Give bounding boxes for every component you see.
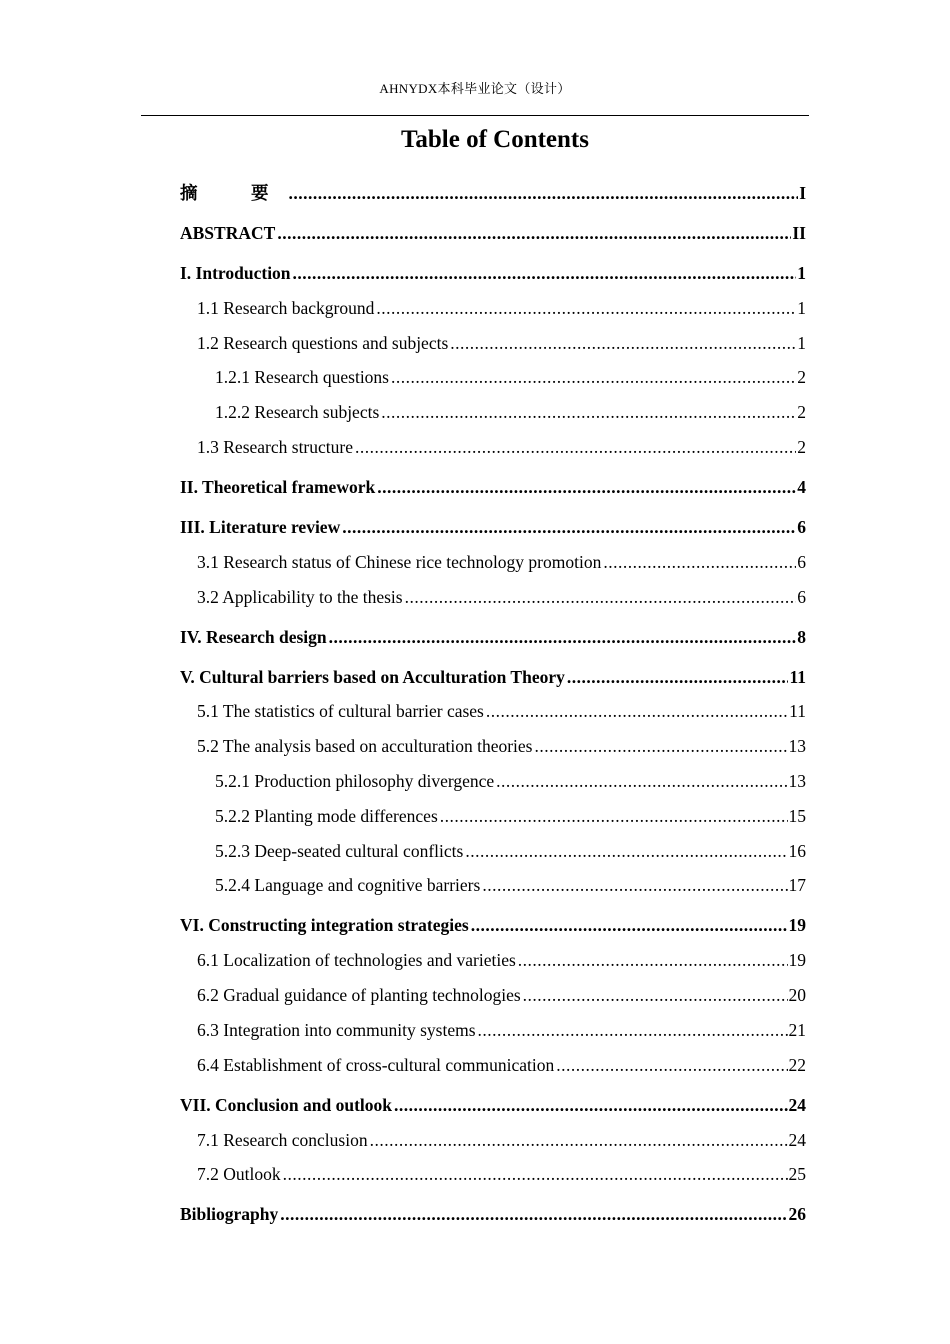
toc-entry[interactable] bbox=[0, 258, 950, 284]
dot-leader bbox=[496, 770, 787, 792]
toc-entry-label: VI. Constructing integration strategies bbox=[180, 915, 469, 935]
toc-entry[interactable] bbox=[0, 1199, 950, 1225]
toc-entry[interactable] bbox=[0, 1159, 950, 1185]
toc-entry-page: 2 bbox=[797, 367, 806, 387]
toc-entry[interactable] bbox=[0, 945, 950, 971]
toc-entry-label: 3.2 Applicability to the thesis bbox=[197, 587, 403, 607]
toc-entry[interactable] bbox=[0, 178, 950, 204]
toc-entry-page: 6 bbox=[797, 587, 806, 607]
dot-leader bbox=[280, 1203, 787, 1225]
dot-leader bbox=[355, 436, 796, 458]
toc-entry-label: 5.1 The statistics of cultural barrier cases bbox=[197, 701, 484, 721]
dot-leader bbox=[377, 476, 796, 498]
toc-entry-page: II bbox=[792, 223, 806, 243]
toc-entry-label: 5.2 The analysis based on acculturation theories bbox=[197, 736, 533, 756]
toc-entry-label: VII. Conclusion and outlook bbox=[180, 1095, 393, 1115]
dot-leader bbox=[567, 666, 789, 688]
toc-entry-page: 26 bbox=[788, 1204, 806, 1224]
toc-entry[interactable] bbox=[0, 293, 950, 319]
toc-entry-page: 22 bbox=[788, 1055, 806, 1075]
toc-entry-page: 24 bbox=[788, 1130, 806, 1150]
toc-title: Table of Contents bbox=[401, 126, 589, 153]
toc-entry-page: 24 bbox=[788, 1095, 806, 1115]
toc-entry[interactable] bbox=[0, 1015, 950, 1041]
dot-leader bbox=[376, 297, 796, 319]
toc-entry-page: 13 bbox=[788, 736, 806, 756]
toc-entry[interactable] bbox=[0, 980, 950, 1006]
toc-entry-label: 5.2.3 Deep-seated cultural conflicts bbox=[215, 841, 464, 861]
toc-entry[interactable] bbox=[0, 766, 950, 792]
toc-entry-page: 8 bbox=[797, 627, 806, 647]
dot-leader bbox=[556, 1054, 787, 1076]
toc-entry-label: V. Cultural barriers based on Acculturation Theory bbox=[180, 667, 565, 687]
toc-entry-label: 3.1 Research status of Chinese rice technology promotion bbox=[197, 552, 602, 572]
toc-entry-page: 2 bbox=[797, 402, 806, 422]
toc-entry[interactable] bbox=[0, 1050, 950, 1076]
toc-entry[interactable] bbox=[0, 731, 950, 757]
toc-entry-label: 1.2.2 Research subjects bbox=[215, 402, 380, 422]
dot-leader bbox=[277, 222, 791, 244]
toc-entry-page: 15 bbox=[788, 806, 806, 826]
toc-entry[interactable] bbox=[0, 397, 950, 423]
toc-entry-label: II. Theoretical framework bbox=[180, 477, 376, 497]
toc-entry[interactable] bbox=[0, 1125, 950, 1151]
dot-leader bbox=[283, 1163, 788, 1185]
toc-entry-label: 1.3 Research structure bbox=[197, 437, 353, 457]
toc-entry-page: 11 bbox=[789, 701, 806, 721]
dot-leader bbox=[329, 626, 797, 648]
toc-entry-page: 19 bbox=[788, 950, 806, 970]
toc-entry-label: ABSTRACT bbox=[180, 223, 276, 243]
dot-leader bbox=[534, 735, 787, 757]
toc-entry[interactable] bbox=[0, 432, 950, 458]
dot-leader bbox=[465, 840, 787, 862]
toc-entry-page: 2 bbox=[797, 437, 806, 457]
toc-entry-label: IV. Research design bbox=[180, 627, 327, 647]
toc-entry-label: 1.2 Research questions and subjects bbox=[197, 333, 449, 353]
dot-leader bbox=[523, 984, 788, 1006]
toc-entry-page: 11 bbox=[789, 667, 806, 687]
toc-entry[interactable] bbox=[0, 870, 950, 896]
dot-leader bbox=[289, 182, 799, 204]
toc-entry-label: Bibliography bbox=[180, 1204, 279, 1224]
toc-entry-page: 1 bbox=[797, 263, 806, 283]
toc-entry[interactable] bbox=[0, 512, 950, 538]
dot-leader bbox=[478, 1019, 788, 1041]
toc-entry-label: III. Literature review bbox=[180, 517, 341, 537]
toc-entry-page: 25 bbox=[788, 1164, 806, 1184]
toc-entry-label: 7.1 Research conclusion bbox=[197, 1130, 368, 1150]
dot-leader bbox=[391, 366, 796, 388]
toc-entry-page: 21 bbox=[788, 1020, 806, 1040]
toc-entry[interactable] bbox=[0, 696, 950, 722]
toc-entry-page: 6 bbox=[797, 552, 806, 572]
toc-entry[interactable] bbox=[0, 801, 950, 827]
toc-entry-label: 5.2.1 Production philosophy divergence bbox=[215, 771, 495, 791]
toc-entry-label: 6.1 Localization of technologies and varieties bbox=[197, 950, 516, 970]
toc-entry[interactable] bbox=[0, 547, 950, 573]
running-header: AHNYDX本科毕业论文（设计） bbox=[379, 81, 571, 96]
toc-entry-page: I bbox=[799, 183, 806, 203]
dot-leader bbox=[486, 700, 788, 722]
toc-entry[interactable] bbox=[0, 362, 950, 388]
dot-leader bbox=[342, 516, 796, 538]
toc-entry-label: 5.2.2 Planting mode differences bbox=[215, 806, 438, 826]
toc-entry-label: 摘 要 bbox=[180, 183, 287, 203]
dot-leader bbox=[482, 874, 787, 896]
dot-leader bbox=[440, 805, 788, 827]
toc-entry[interactable] bbox=[0, 582, 950, 608]
dot-leader bbox=[394, 1094, 787, 1116]
toc-entry-page: 1 bbox=[797, 333, 806, 353]
toc-entry-label: 1.2.1 Research questions bbox=[215, 367, 389, 387]
dot-leader bbox=[471, 914, 788, 936]
toc-entry-page: 16 bbox=[788, 841, 806, 861]
dot-leader bbox=[370, 1129, 788, 1151]
toc-entry-page: 1 bbox=[797, 298, 806, 318]
toc-entry-label: 5.2.4 Language and cognitive barriers bbox=[215, 875, 481, 895]
toc-entry-label: 6.2 Gradual guidance of planting technologies bbox=[197, 985, 521, 1005]
toc-entry-label: 7.2 Outlook bbox=[197, 1164, 281, 1184]
dot-leader bbox=[381, 401, 796, 423]
toc-entry-label: 6.3 Integration into community systems bbox=[197, 1020, 476, 1040]
toc-entry-label: 1.1 Research background bbox=[197, 298, 375, 318]
dot-leader bbox=[450, 332, 796, 354]
toc-entry-label: I. Introduction bbox=[180, 263, 291, 283]
toc-entry[interactable] bbox=[0, 622, 950, 648]
toc-entry[interactable] bbox=[0, 328, 950, 354]
toc-entry-page: 17 bbox=[788, 875, 806, 895]
dot-leader bbox=[603, 551, 796, 573]
toc-entry-page: 19 bbox=[788, 915, 806, 935]
toc-entry-page: 6 bbox=[797, 517, 806, 537]
toc-entry-page: 4 bbox=[797, 477, 806, 497]
toc-entry[interactable] bbox=[0, 218, 950, 244]
toc-entry[interactable] bbox=[0, 836, 950, 862]
toc-entry[interactable] bbox=[0, 1090, 950, 1116]
toc-entry[interactable] bbox=[0, 910, 950, 936]
toc-entry-label: 6.4 Establishment of cross-cultural communication bbox=[197, 1055, 555, 1075]
dot-leader bbox=[518, 949, 788, 971]
toc-entry-page: 13 bbox=[788, 771, 806, 791]
toc-entry-page: 20 bbox=[788, 985, 806, 1005]
toc-entry[interactable] bbox=[0, 662, 950, 688]
dot-leader bbox=[405, 586, 797, 608]
header-rule bbox=[141, 115, 809, 116]
dot-leader bbox=[293, 262, 797, 284]
toc-entry[interactable] bbox=[0, 472, 950, 498]
